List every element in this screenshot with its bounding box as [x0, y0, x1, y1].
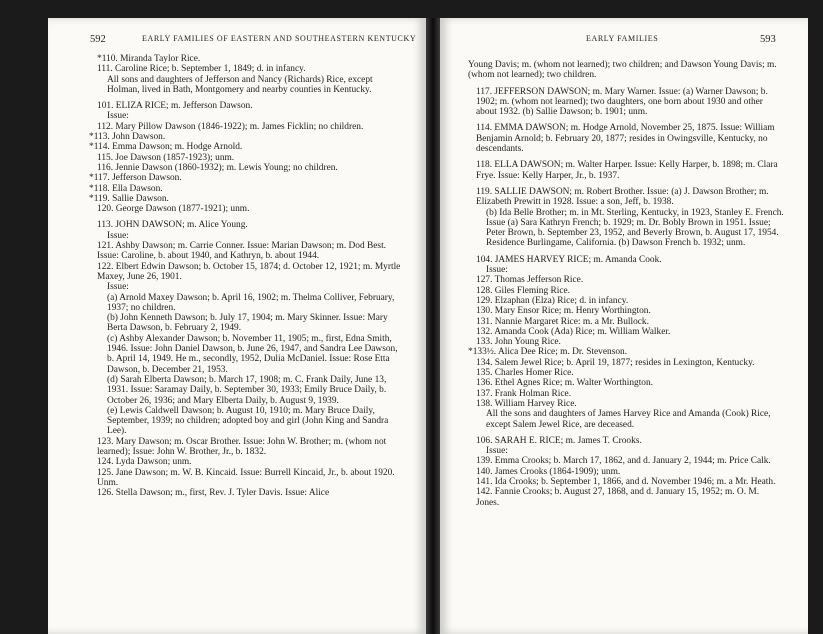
text-paragraph: 101. ELIZA RICE; m. Jefferson Dawson. [97, 101, 253, 112]
text-paragraph: 106. SARAH E. RICE; m. James T. Crooks. [476, 435, 642, 446]
text-paragraph: *114. Emma Dawson; m. Hodge Arnold. [89, 142, 243, 153]
text-paragraph: 125. Jane Dawson; m. W. B. Kincaid. Issue: Burrell Kincaid, Jr., b. about 1920. Unm. [97, 467, 395, 488]
text-paragraph: 115. Joe Dawson (1857-1923); unm. [97, 152, 235, 163]
left-page-text [89, 54, 401, 498]
text-paragraph: 124. Lyda Dawson; unm. [97, 457, 192, 468]
text-paragraph: 126. Stella Dawson; m., first, Rev. J. Tyler Davis. Issue: Alice [97, 488, 330, 499]
text-paragraph: Issue: [486, 265, 508, 276]
book-gutter [426, 18, 440, 634]
text-paragraph: 114. EMMA DAWSON; m. Hodge Arnold, November 25, 1875. Issue: William Benjamin Arnold; b. February 20, 1877; resides in Owingsville, Kentucky, no descendants. [476, 123, 775, 155]
text-paragraph: 123. Mary Dawson; m. Oscar Brother. Issue: John W. Brother; m. (whom not learned); Issue: John W. Brother, Jr., b. 1832. [97, 436, 387, 457]
text-paragraph: (b) John Kenneth Dawson; b. July 17, 1904; m. Mary Skinner. Issue: Mary Berta Dawson, b. February 2, 1949. [107, 313, 388, 334]
right-page [440, 18, 808, 634]
text-paragraph: 119. SALLIE DAWSON; m. Robert Brother. Issue: (a) J. Dawson Brother; m. Elizabeth Prewitt in 1928. Issue: a son, Jeff, b. 1938. [476, 186, 769, 208]
text-paragraph: *110. Miranda Taylor Rice. [97, 54, 201, 64]
text-paragraph: 118. ELLA DAWSON; m. Walter Harper. Issue: Kelly Harper, b. 1898; m. Clara Frye. Issue: Kelly Harper, Jr., b. 1937. [476, 160, 778, 181]
text-paragraph: 130. Mary Ensor Rice; m. Henry Worthington. [476, 306, 651, 317]
text-paragraph: 128. Giles Fleming Rice. [476, 285, 571, 296]
text-paragraph: 117. JEFFERSON DAWSON; m. Mary Warner. Issue: (a) Warner Dawson; b. 1902; m. (whom not learned); two daughters, one born about 1930 and other about 1932. (b) Sallie Dawson; b. 1901; unm. [476, 86, 768, 118]
left-page [48, 18, 426, 634]
text-paragraph: (b) Ida Belle Brother; m. in Mt. Sterling, Kentucky, in 1923, Stanley E. French. Issue (a) Sara Kathryn French; b. 1929; m. Dr. Bobly Brown in 1951. Issue; Peter Brown, b. September 23, 1952, and Beverly Brown, b. August 17, 1954. Residence Burlingame, California. (b) Dawson French b. 1932; unm. [486, 207, 784, 249]
text-paragraph: *118. Ella Dawson. [89, 183, 163, 194]
text-paragraph: 139. Emma Crooks; b. March 17, 1862, and d. January 2, 1944; m. Price Calk. [476, 456, 771, 467]
text-paragraph: 142. Fannie Crooks; b. August 27, 1868, and d. January 15, 1952; m. O. M. Jones. [476, 487, 760, 508]
text-paragraph: (e) Lewis Caldwell Dawson; b. August 10, 1910; m. Mary Bruce Daily, September, 1939; no children; adopted boy and girl (John King and Sandra Lee). [107, 405, 389, 437]
text-paragraph: *117. Jefferson Dawson. [89, 173, 182, 184]
right-page-text [468, 60, 784, 508]
text-paragraph: All sons and daughters of Jefferson and Nancy (Richards) Rice, except Holman, lived in Bath, Montgomery and nearby counties in Kentucky. [107, 74, 373, 95]
text-paragraph: *133½. Alica Dee Rice; m. Dr. Stevenson. [468, 347, 628, 358]
left-running-head: EARLY FAMILIES OF EASTERN AND SOUTHEASTERN KENTUCKY [142, 34, 417, 43]
left-page-number: 592 [90, 34, 106, 45]
text-paragraph: All the sons and daughters of James Harvey Rice and Amanda (Cook) Rice, except Salem Jewel Rice, are deceased. [486, 409, 771, 430]
text-paragraph: 111. Caroline Rice; b. September 1, 1849; d. in infancy. [97, 64, 306, 75]
text-paragraph: 129. Elzaphan (Elza) Rice; d. in infancy. [476, 295, 629, 306]
text-paragraph: 138. William Harvey Rice. [476, 398, 577, 409]
text-paragraph: 121. Ashby Dawson; m. Carrie Conner. Issue: Marian Dawson; m. Dod Best. Issue: Caroline, b. about 1940, and Kathryn, b. about 1944. [97, 241, 387, 262]
text-paragraph: Issue: [107, 111, 129, 122]
text-paragraph: *119. Sallie Dawson. [89, 193, 169, 204]
text-paragraph: 132. Amanda Cook (Ada) Rice; m. William Walker. [476, 326, 671, 337]
text-paragraph: 113. JOHN DAWSON; m. Alice Young. [97, 220, 248, 231]
text-paragraph: Issue: [486, 446, 508, 457]
text-paragraph: Issue: [107, 282, 129, 293]
text-paragraph: 137. Frank Holman Rice. [476, 388, 572, 399]
right-page-number: 593 [760, 34, 776, 45]
text-paragraph: Issue: [107, 230, 129, 241]
text-paragraph: 116. Jennie Dawson (1860-1932); m. Lewis Young; no children. [97, 162, 338, 173]
text-paragraph: 141. Ida Crooks; b. September 1, 1866, and d. November 1946; m. a Mr. Heath. [476, 476, 776, 487]
text-paragraph: 112. Mary Pillow Dawson (1846-1922); m. James Ficklin; no children. [97, 121, 364, 132]
text-paragraph: 135. Charles Homer Rice. [476, 368, 574, 379]
text-paragraph: (a) Arnold Maxey Dawson; b. April 16, 1902; m. Thelma Colliver, February, 1937; no children. [107, 292, 395, 313]
text-paragraph: 133. John Young Rice. [476, 337, 561, 348]
text-paragraph: 140. James Crooks (1864-1909); unm. [476, 466, 621, 477]
text-paragraph: (c) Ashby Alexander Dawson; b. November 11, 1905; m., first, Edna Smith, 1946. Issue: John Daniel Dawson, b. June 26, 1947, and Sandra Lee Dawson, b. April 14, 1949. He m., secondly, 1952, Dulia McDaniel. Issue: Rose Etta Dawson, b. December 21, 1953. [107, 333, 398, 375]
text-paragraph: *113. John Dawson. [89, 132, 166, 143]
text-paragraph: 131. Nannie Margaret Rice: m. a Mr. Bullock. [476, 316, 649, 327]
right-running-head: EARLY FAMILIES [586, 34, 659, 43]
text-paragraph: 122. Elbert Edwin Dawson; b. October 15, 1874; d. October 12, 1921; m. Myrtle Maxey, June 26, 1901. [97, 261, 401, 282]
text-paragraph: 104. JAMES HARVEY RICE; m. Amanda Cook. [476, 254, 662, 265]
text-paragraph: 127. Thomas Jefferson Rice. [476, 275, 584, 286]
text-paragraph: 136. Ethel Agnes Rice; m. Walter Worthington. [476, 378, 654, 389]
text-paragraph: (d) Sarah Elberta Dawson; b. March 17, 1908; m. C. Frank Daily, June 13, 1931. Issue: Saramay Daily, b. September 30, 1933; Emily Bruce Daily, b. October 26, 1936; and Mary Elberta Daily, b. August 9, 1939. [107, 374, 387, 406]
text-paragraph: Young Davis; m. (whom not learned); two children; and Dawson Young Davis; m. (whom not learned); two children. [468, 60, 777, 81]
text-paragraph: 120. George Dawson (1877-1921); unm. [97, 204, 250, 215]
text-paragraph: 134. Salem Jewel Rice; b. April 19, 1877; resides in Lexington, Kentucky. [476, 357, 755, 368]
